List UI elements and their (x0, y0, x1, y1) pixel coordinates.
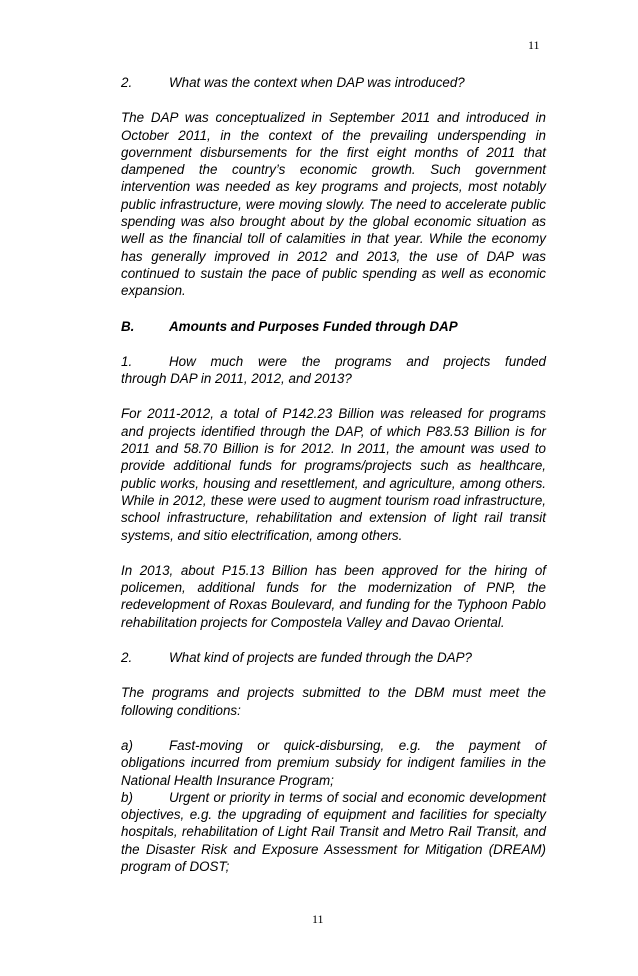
list-item-text: Fast-moving or quick-disbursing, e.g. the payment of obligations incurred from premium subsidy for indigent families in the National Health Insurance Program; (121, 737, 546, 788)
list-item-label: a) (121, 737, 133, 753)
question-number: 2. (121, 75, 133, 90)
list-item (121, 737, 546, 789)
paragraph-2013: In 2013, about P15.13 Billion has been approved for the hiring of policemen, additional funds for the modernization of PNP, the redevelopment of Roxas Boulevard, and funding for the Typhoon Pablo rehabilitation projects for Compostela Valley and Davao Oriental. (121, 562, 546, 630)
paragraph-conditions: The programs and projects submitted to the DBM must meet the following conditions: (121, 685, 546, 718)
question-text-line1: How much were the programs and projects funded (169, 353, 546, 369)
question-number: 1. (121, 353, 133, 369)
document-body (121, 74, 546, 875)
page-number-top: 11 (528, 38, 540, 52)
section-label: B. (121, 318, 135, 334)
list-item-label: b) (121, 789, 133, 805)
section-title: Amounts and Purposes Funded through DAP (169, 318, 458, 334)
paragraph-context: The DAP was conceptualized in September 2011 and introduced in October 2011, in the context of the prevailing underspending in government disbursements for the first eight months of 2011 that dampened the country’s economic growth. Such government intervention was needed as key programs and projects, most notably public infrastructure, were moving slowly. The need to accelerate public spending was also brought about by the global economic situation as well as the financial toll of calamities in that year. While the economy has generally improved in 2012 and 2013, the use of DAP was continued to sustain the pace of public spending as well as economic expansion. (121, 110, 546, 299)
paragraph-2011-2012: For 2011-2012, a total of P142.23 Billion was released for programs and projects identified through the DAP, of which P83.53 Billion is for 2011 and 58.70 Billion is for 2012. In 2011, the amount was used to provide additional funds for programs/projects such as healthcare, public works, housing and resettlement, and agriculture, among others. While in 2012, these were used to augment tourism road infrastructure, school infrastructure, rehabilitation and extension of light rail transit systems, and sitio electrification, among others. (121, 406, 546, 543)
question-text: What was the context when DAP was introduced? (169, 75, 465, 90)
question-text-line2: through DAP in 2011, 2012, and 2013? (121, 371, 352, 387)
question-context (121, 74, 546, 91)
question-amounts (121, 353, 546, 388)
question-kinds (121, 649, 546, 666)
question-text: What kind of projects are funded through the DAP? (169, 650, 472, 666)
section-heading-b (121, 318, 546, 335)
list-item-text: Urgent or priority in terms of social and economic development objectives, e.g. the upgrading of equipment and facilities for specialty hospitals, rehabilitation of Light Rail Transit and Metro Rail Transit, and the Disaster Risk and Exposure Assessment for Mitigation (DREAM) program of DOST; (121, 789, 546, 874)
list-item (121, 789, 546, 875)
page-number-bottom: 11 (312, 912, 324, 926)
question-number: 2. (121, 650, 133, 666)
